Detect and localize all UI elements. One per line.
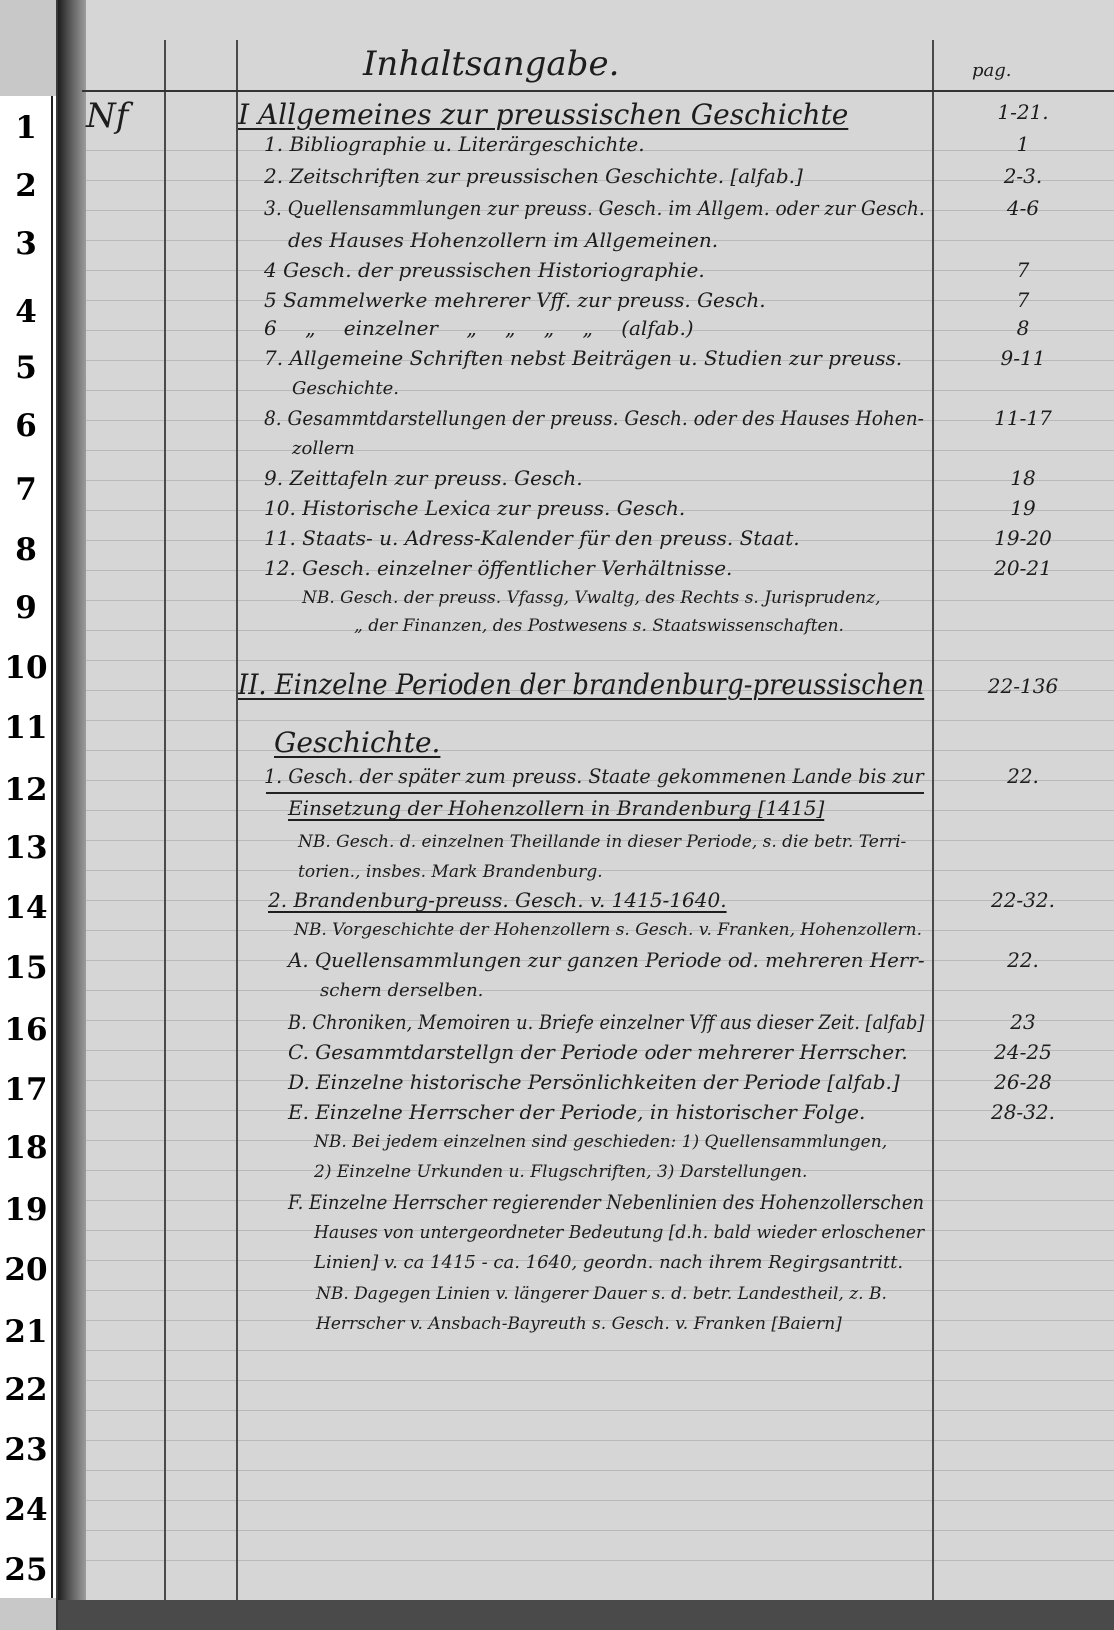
line-number: 22: [4, 1372, 48, 1408]
line-number: 18: [4, 1130, 48, 1166]
toc-subentry: C. Gesammtdarstellgn der Periode oder mehrerer Herrscher.: [288, 1040, 908, 1064]
line-number: 11: [4, 710, 48, 746]
line-number: 2: [15, 168, 37, 204]
page-ref: 8: [1016, 316, 1030, 340]
scan-bottom-edge: [58, 1600, 1114, 1630]
nota-bene-continued: „ der Finanzen, des Postwesens s. Staatswissenschaften.: [354, 616, 844, 636]
toc-entry: 2. Zeitschriften zur preussischen Geschichte. [alfab.]: [264, 164, 803, 188]
line-number: 1: [15, 110, 37, 146]
page-ref: 20-21: [994, 556, 1052, 580]
line-number: 8: [15, 532, 37, 568]
toc-entry-continued: Geschichte.: [292, 378, 399, 399]
page-column-rule: [932, 40, 934, 1602]
toc-subentry: A. Quellensammlungen zur ganzen Periode od. mehreren Herr-: [288, 948, 925, 972]
nota-bene: NB. Bei jedem einzelnen sind geschieden: 1) Quellensammlungen,: [314, 1132, 888, 1152]
section-heading: II. Einzelne Perioden der brandenburg-preussischen: [238, 668, 925, 701]
nota-bene: NB. Gesch. d. einzelnen Theillande in dieser Periode, s. die betr. Terri-: [298, 832, 907, 852]
nota-bene: NB. Dagegen Linien v. längerer Dauer s. d. betr. Landestheil, z. B.: [316, 1284, 887, 1304]
page-ref: 7: [1016, 288, 1030, 312]
line-number: 7: [15, 472, 37, 508]
line-number: 20: [4, 1252, 48, 1288]
page-ref: 2-3.: [1003, 164, 1043, 188]
line-number: 15: [4, 950, 48, 986]
page-ref: 26-28: [994, 1070, 1052, 1094]
header-rule: [82, 90, 1114, 92]
text-column-rule: [236, 40, 238, 1602]
nota-bene-continued: 2) Einzelne Urkunden u. Flugschriften, 3) Darstellungen.: [314, 1162, 808, 1182]
line-number: 3: [15, 226, 37, 262]
page-ref: 22-32.: [990, 888, 1055, 912]
toc-entry-continued: zollern: [292, 438, 355, 459]
line-number: 4: [15, 294, 37, 330]
page-ref: 24-25: [994, 1040, 1052, 1064]
page-ref: 11-17: [994, 406, 1052, 430]
line-number: 17: [4, 1072, 48, 1108]
line-number: 12: [4, 772, 48, 808]
section-heading: I Allgemeines zur preussischen Geschichte: [238, 98, 849, 131]
toc-subentry: E. Einzelne Herrscher der Periode, in historischer Folge.: [288, 1100, 866, 1124]
page-ref: 22.: [1007, 764, 1039, 788]
page-ref: 22-136: [987, 674, 1059, 698]
line-number: 9: [15, 590, 37, 626]
line-number: 14: [4, 890, 48, 926]
toc-entry: 7. Allgemeine Schriften nebst Beiträgen u. Studien zur preuss.: [264, 346, 903, 370]
nota-bene: NB. Gesch. der preuss. Vfassg, Vwaltg, des Rechts s. Jurisprudenz,: [302, 588, 881, 608]
toc-entry: 4 Gesch. der preussischen Historiographie.: [264, 258, 705, 282]
toc-subentry-continued: Linien] v. ca 1415 - ca. 1640, geordn. nach ihrem Regirgsantritt.: [314, 1252, 904, 1273]
toc-subentry: B. Chroniken, Memoiren u. Briefe einzelner Vff aus dieser Zeit. [alfab]: [288, 1010, 925, 1034]
toc-entry: 11. Staats- u. Adress-Kalender für den preuss. Staat.: [264, 526, 800, 550]
toc-subentry: F. Einzelne Herrscher regierender Nebenlinien des Hohenzollerschen: [288, 1190, 925, 1214]
nota-bene-continued: Herrscher v. Ansbach-Bayreuth s. Gesch. v. Franken [Baiern]: [316, 1314, 842, 1334]
line-number: 25: [4, 1552, 48, 1588]
page-ref: 4-6: [1006, 196, 1040, 220]
line-number: 6: [15, 408, 37, 444]
page-edge-shadow: [58, 0, 86, 1612]
line-number: 24: [4, 1492, 48, 1528]
page-ref: 19: [1010, 496, 1036, 520]
page-ref: 28-32.: [990, 1100, 1055, 1124]
entry-underline: [266, 792, 924, 794]
line-number: 16: [4, 1012, 48, 1048]
margin-mark: Nf: [86, 96, 129, 136]
toc-entry: 1. Bibliographie u. Literärgeschichte.: [264, 132, 645, 156]
gutter-bottom-block: [0, 1598, 56, 1630]
page-ref: 1: [1016, 132, 1030, 156]
toc-entry: 10. Historische Lexica zur preuss. Gesch.: [264, 496, 686, 520]
line-number: 13: [4, 830, 48, 866]
margin-column-rule: [164, 40, 166, 1602]
toc-entry: 2. Brandenburg-preuss. Gesch. v. 1415-1640.: [268, 888, 727, 912]
toc-entry: 3. Quellensammlungen zur preuss. Gesch. im Allgem. oder zur Gesch.: [264, 196, 925, 220]
toc-entry: 1. Gesch. der später zum preuss. Staate gekommenen Lande bis zur: [264, 764, 924, 788]
page-title: Inhaltsangabe.: [363, 44, 620, 84]
line-number: 21: [4, 1314, 48, 1350]
toc-entry: 9. Zeittafeln zur preuss. Gesch.: [264, 466, 583, 490]
page-ref: 18: [1010, 466, 1036, 490]
line-number: 10: [4, 650, 48, 686]
toc-entry: 8. Gesammtdarstellungen der preuss. Gesch. oder des Hauses Hohen-: [264, 406, 924, 430]
toc-entry-continued: Einsetzung der Hohenzollern in Brandenburg [1415]: [288, 796, 825, 820]
toc-subentry-continued: Hauses von untergeordneter Bedeutung [d.h. bald wieder erloschener: [314, 1222, 925, 1243]
line-number: 19: [4, 1192, 48, 1228]
toc-entry-continued: des Hauses Hohenzollern im Allgemeinen.: [288, 228, 719, 252]
pag-label: pag.: [972, 60, 1012, 81]
page-ref: 23: [1010, 1010, 1036, 1034]
manuscript-page: [58, 0, 1114, 1612]
nota-bene: NB. Vorgeschichte der Hohenzollern s. Gesch. v. Franken, Hohenzollern.: [294, 920, 923, 940]
gutter-top-block: [0, 0, 56, 96]
nota-bene-continued: torien., insbes. Mark Brandenburg.: [298, 862, 603, 882]
toc-entry: 12. Gesch. einzelner öffentlicher Verhältnisse.: [264, 556, 733, 580]
page-ref: 7: [1016, 258, 1030, 282]
toc-entry: 6 „ einzelner „ „ „ „ (alfab.): [264, 316, 694, 340]
page-ref: 1-21.: [997, 100, 1049, 124]
page-ref: 22.: [1007, 948, 1039, 972]
toc-entry: 5 Sammelwerke mehrerer Vff. zur preuss. Gesch.: [264, 288, 766, 312]
page-ref: 19-20: [994, 526, 1052, 550]
line-number: 5: [15, 350, 37, 386]
page-ref: 9-11: [1000, 346, 1046, 370]
line-number: 23: [4, 1432, 48, 1468]
toc-subentry: D. Einzelne historische Persönlichkeiten der Periode [alfab.]: [288, 1070, 900, 1094]
toc-subentry-continued: schern derselben.: [320, 980, 484, 1001]
section-heading-continued: Geschichte.: [274, 726, 441, 759]
